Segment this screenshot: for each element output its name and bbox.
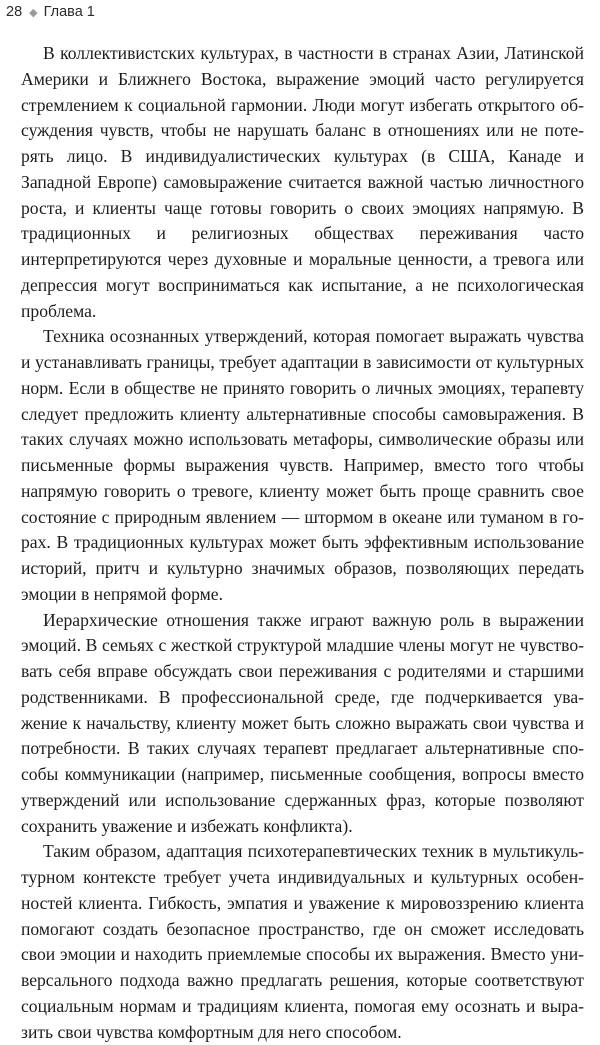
chapter-title: Глава 1 bbox=[43, 4, 95, 20]
paragraph: Таким образом, адаптация психотерапевтических техник в мультикультурном контексте требует учета индивидуальных и культурных особенностей клиента. Гибкость, эмпатия и уважение к мировоззрению клиента помогают создать безопасное пространство, где он сможет исследовать свои эмоции и находить приемлемые способы их выражения. Вместо универсального подхода важно предлагать решения, которые соответствуют социальным нормам и традициям клиента, помогая ему осознать и выразить свои чувства комфортным для него способом. bbox=[21, 841, 584, 1042]
page-number: 28 bbox=[6, 4, 23, 20]
diamond-icon: ◆ bbox=[29, 6, 38, 19]
paragraph: Техника осознанных утверждений, которая помогает выражать чувства и устанавливать границы, требует адаптации в зависимости от культурных норм. Если в обществе не принято говорить о личных эмоциях, терапевту следует предложить клиенту альтернативные способы самовыражения. В таких случаях можно использовать метафоры, символические образы или письменные формы выражения чувств. Например, вместо того чтобы напрямую говорить о тревоге, клиенту может быть проще сравнить свое состояние с природным явлением — штормом в океане или туманом в горах. В традиционных культурах может быть эффективным использование историй, притч и культурно значимых образов, позволяющих передать эмоции в непрямой форме. bbox=[21, 326, 584, 604]
body-text bbox=[21, 41, 584, 1045]
running-head bbox=[6, 2, 95, 22]
paragraph: В коллективистских культурах, в частности в странах Азии, Латинской Америки и Ближнего Востока, выражение эмоций часто регулируется стремлением к социальной гармонии. Люди могут избегать открытого обсуждения чувств, чтобы не нарушать баланс в отношениях или не потерять лицо. В индивидуалистических культурах (в США, Канаде и Западной Европе) самовыражение считается важной частью личностного роста, и клиенты чаще готовы говорить о своих эмоциях напрямую. В традиционных и религиозных обществах переживания часто интерпретируются через духовные и моральные ценности, а тревога или депрессия могут восприниматься как испытание, а не психологическая проблема. bbox=[21, 43, 584, 321]
paragraph: Иерархические отношения также играют важную роль в выражении эмоций. В семьях с жесткой структурой младшие члены могут не чувствовать себя вправе обсуждать свои переживания с родителями и старшими родственниками. В профессиональной среде, где подчеркивается уважение к начальству, клиенту может быть сложно выражать свои чувства и потребности. В таких случаях терапевт предлагает альтернативные способы коммуникации (например, письменные сообщения, вопросы вместо утверждений или использование сдержанных фраз, которые позволяют сохранить уважение и избежать конфликта). bbox=[21, 609, 584, 836]
